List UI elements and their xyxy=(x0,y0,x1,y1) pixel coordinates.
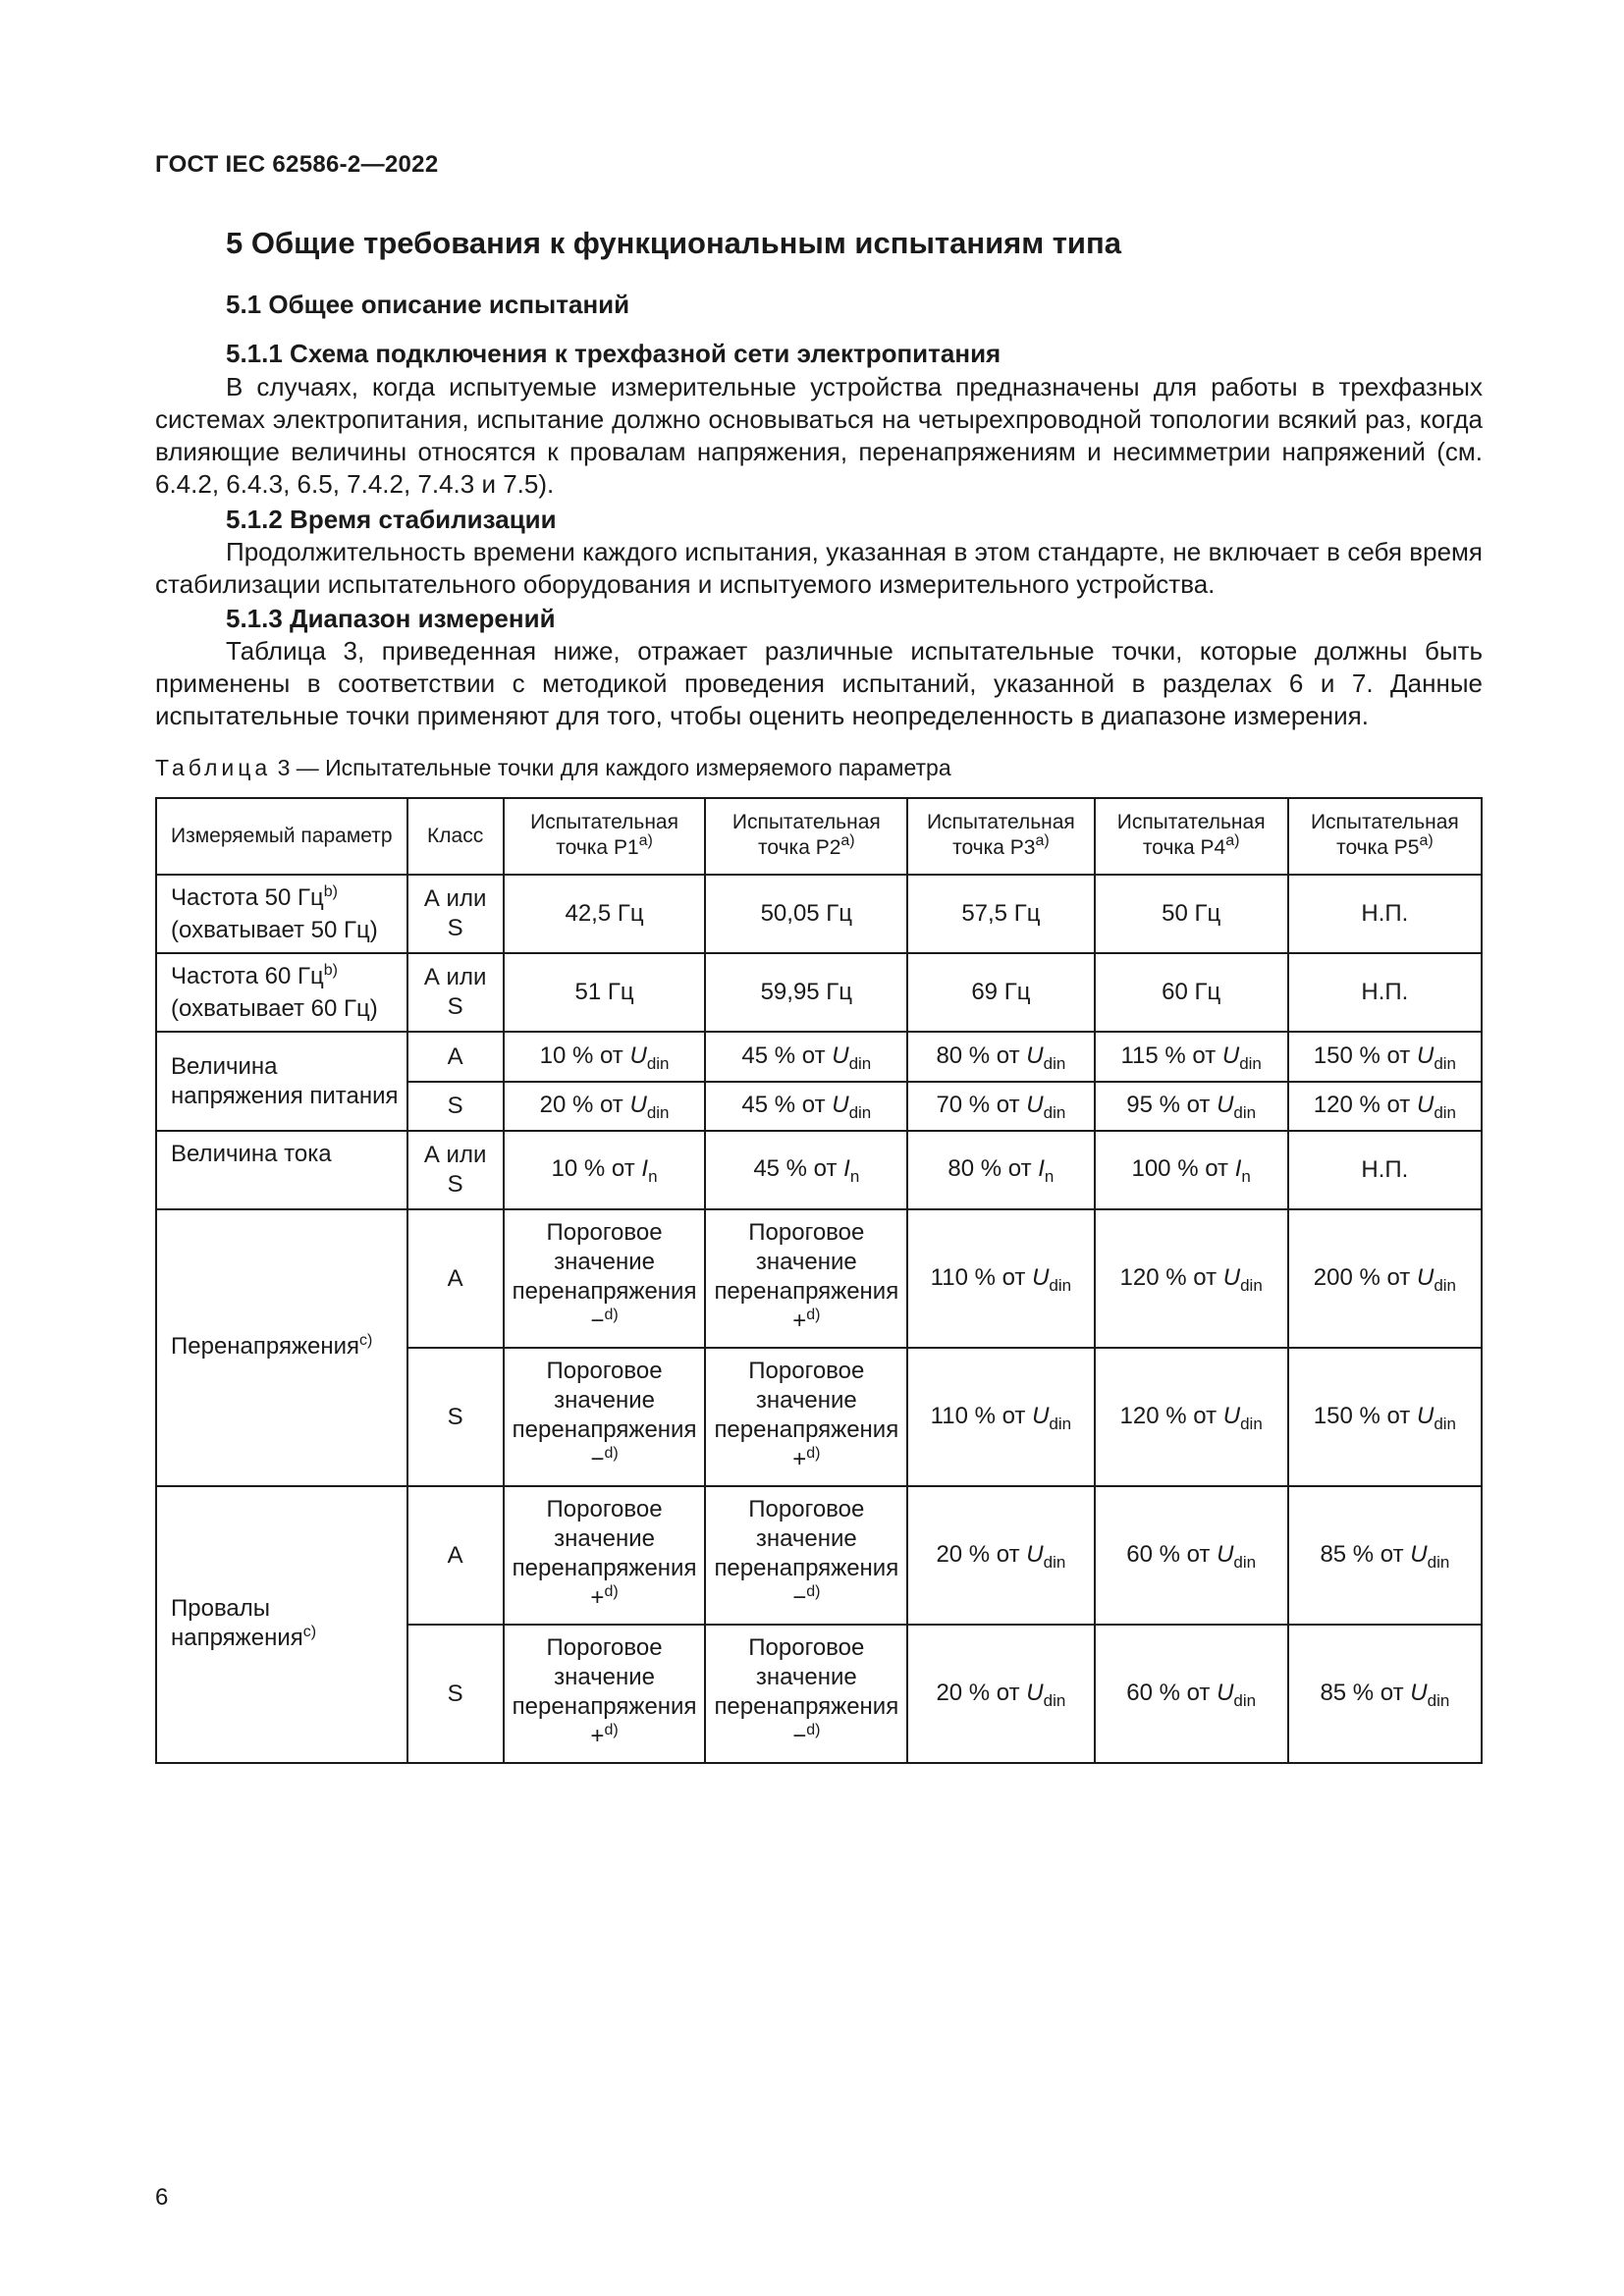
cell-current-p2: 45 % от $I_n$ xyxy=(705,1131,907,1209)
cell-freq60-p5: Н.П. xyxy=(1288,953,1482,1032)
cell-swell-a-p5: 200 % от $U_{din}$ xyxy=(1288,1209,1482,1348)
cell-freq60-p3: 69 Гц xyxy=(907,953,1094,1032)
header-p5: Испытательная точка P5$^{a)}$ xyxy=(1288,798,1482,875)
cell-voltage-s-p4: 95 % от $U_{din}$ xyxy=(1095,1082,1288,1131)
cell-swell-s-p2: Пороговое значение перенапряжения +$^{d)}$ xyxy=(705,1348,907,1486)
section-title: 5 Общие требования к функциональным испытаниям типа xyxy=(226,226,1121,260)
cell-swell-s-p3: 110 % от $U_{din}$ xyxy=(907,1348,1094,1486)
cell-dip-s-p4: 60 % от $U_{din}$ xyxy=(1095,1625,1288,1763)
cell-swell-s-p1: Пороговое значение перенапряжения −$^{d)}$ xyxy=(504,1348,706,1486)
param-dip: Провалы напряжения$^{c)}$ xyxy=(156,1486,407,1763)
cell-freq50-p1: 42,5 Гц xyxy=(504,875,706,953)
header-class: Класс xyxy=(407,798,504,875)
cell-current-p1: 10 % от $I_n$ xyxy=(504,1131,706,1209)
cell-dip-a-p1: Пороговое значение перенапряжения +$^{d)}$ xyxy=(504,1486,706,1625)
cell-voltage-a-p5: 150 % от $U_{din}$ xyxy=(1288,1032,1482,1082)
table-header-row xyxy=(156,798,1482,875)
class-freq60: А или S xyxy=(407,953,504,1032)
table-row-voltage-a xyxy=(156,1032,1482,1082)
class-swell-a: А xyxy=(407,1209,504,1348)
cell-current-p4: 100 % от $I_n$ xyxy=(1095,1131,1288,1209)
class-voltage-s: S xyxy=(407,1082,504,1131)
class-voltage-a: А xyxy=(407,1032,504,1082)
header-p2: Испытательная точка P2$^{a)}$ xyxy=(705,798,907,875)
header-p4: Испытательная точка P4$^{a)}$ xyxy=(1095,798,1288,875)
cell-voltage-a-p4: 115 % от $U_{din}$ xyxy=(1095,1032,1288,1082)
table-caption-text: 3 — Испытательные точки для каждого измеряемого параметра xyxy=(277,755,951,780)
clause-title-5-1-1: 5.1.1 Схема подключения к трехфазной сети электропитания xyxy=(226,339,1001,368)
cell-swell-s-p5: 150 % от $U_{din}$ xyxy=(1288,1348,1482,1486)
cell-dip-a-p3: 20 % от $U_{din}$ xyxy=(907,1486,1094,1625)
class-current: А или S xyxy=(407,1131,504,1209)
cell-freq50-p5: Н.П. xyxy=(1288,875,1482,953)
cell-swell-a-p3: 110 % от $U_{din}$ xyxy=(907,1209,1094,1348)
table-row-dip-a xyxy=(156,1486,1482,1625)
cell-swell-a-p4: 120 % от $U_{din}$ xyxy=(1095,1209,1288,1348)
param-freq50: Частота 50 $Гц^{b)}$ (охватывает 50 Гц) xyxy=(156,875,407,953)
clause-text-5-1-3: Таблица 3, приведенная ниже, отражает различные испытательные точки, которые должны быть применены в соответствии с методикой проведения испытаний, указанной в разделах 6 и 7. Данные испытательные точки применяют для того, чтобы оценить неопределенность в диапазоне измерения. xyxy=(155,636,1483,730)
header-p3: Испытательная точка P3$^{a)}$ xyxy=(907,798,1094,875)
cell-voltage-a-p3: 80 % от $U_{din}$ xyxy=(907,1032,1094,1082)
cell-dip-a-p2: Пороговое значение перенапряжения −$^{d)}$ xyxy=(705,1486,907,1625)
header-param: Измеряемый параметр xyxy=(156,798,407,875)
table-row-freq50 xyxy=(156,875,1482,953)
document-header: ГОСТ IEC 62586-2—2022 xyxy=(155,151,439,178)
cell-freq50-p3: 57,5 Гц xyxy=(907,875,1094,953)
cell-freq60-p1: 51 Гц xyxy=(504,953,706,1032)
page-number: 6 xyxy=(155,2184,169,2211)
cell-dip-a-p4: 60 % от $U_{din}$ xyxy=(1095,1486,1288,1625)
param-freq60: Частота 60 $Гц^{b)}$ (охватывает 60 Гц) xyxy=(156,953,407,1032)
table-row-swell-a xyxy=(156,1209,1482,1348)
cell-voltage-s-p5: 120 % от $U_{din}$ xyxy=(1288,1082,1482,1131)
header-p1: Испытательная точка P1$^{a)}$ xyxy=(504,798,706,875)
clause-title-5-1-2: 5.1.2 Время стабилизации xyxy=(226,505,557,534)
cell-current-p5: Н.П. xyxy=(1288,1131,1482,1209)
clause-title-5-1-3: 5.1.3 Диапазон измерений xyxy=(226,604,556,633)
cell-freq60-p4: 60 Гц xyxy=(1095,953,1288,1032)
table-caption-label: Таблица xyxy=(155,755,272,780)
param-current: Величина тока xyxy=(156,1131,407,1209)
cell-voltage-a-p1: 10 % от $U_{din}$ xyxy=(504,1032,706,1082)
cell-voltage-s-p3: 70 % от $U_{din}$ xyxy=(907,1082,1094,1131)
cell-freq60-p2: 59,95 Гц xyxy=(705,953,907,1032)
cell-voltage-a-p2: 45 % от $U_{din}$ xyxy=(705,1032,907,1082)
cell-freq50-p2: 50,05 Гц xyxy=(705,875,907,953)
class-dip-a: А xyxy=(407,1486,504,1625)
cell-dip-a-p5: 85 % от $U_{din}$ xyxy=(1288,1486,1482,1625)
table-row-freq60 xyxy=(156,953,1482,1032)
subsection-title: 5.1 Общее описание испытаний xyxy=(226,290,630,319)
cell-swell-a-p1: Пороговое значение перенапряжения −$^{d)}$ xyxy=(504,1209,706,1348)
cell-swell-a-p2: Пороговое значение перенапряжения +$^{d)}$ xyxy=(705,1209,907,1348)
cell-voltage-s-p1: 20 % от $U_{din}$ xyxy=(504,1082,706,1131)
cell-freq50-p4: 50 Гц xyxy=(1095,875,1288,953)
cell-voltage-s-p2: 45 % от $U_{din}$ xyxy=(705,1082,907,1131)
cell-dip-s-p5: 85 % от $U_{din}$ xyxy=(1288,1625,1482,1763)
param-swell: Перенапряжения$^{c)}$ xyxy=(156,1209,407,1486)
table-caption xyxy=(155,755,951,781)
class-swell-s: S xyxy=(407,1348,504,1486)
cell-current-p3: 80 % от $I_n$ xyxy=(907,1131,1094,1209)
class-freq50: А или S xyxy=(407,875,504,953)
cell-dip-s-p1: Пороговое значение перенапряжения +$^{d)}$ xyxy=(504,1625,706,1763)
cell-dip-s-p3: 20 % от $U_{din}$ xyxy=(907,1625,1094,1763)
clause-text-5-1-1: В случаях, когда испытуемые измерительные устройства предназначены для работы в трехфазных системах электропитания, испытание должно основываться на четырехпроводной топологии всякий раз, когда влияющие величины относятся к провалам напряжения, перенапряжениям и несимметрии напряжений (см. 6.4.2, 6.4.3, 6.5, 7.4.2, 7.4.3 и 7.5). xyxy=(155,372,1483,499)
clause-text-5-1-2: Продолжительность времени каждого испытания, указанная в этом стандарте, не включает в себя время стабилизации испытательного оборудования и испытуемого измерительного устройства. xyxy=(155,537,1483,599)
class-dip-s: S xyxy=(407,1625,504,1763)
cell-dip-s-p2: Пороговое значение перенапряжения −$^{d)}$ xyxy=(705,1625,907,1763)
cell-swell-s-p4: 120 % от $U_{din}$ xyxy=(1095,1348,1288,1486)
table-row-current xyxy=(156,1131,1482,1209)
test-points-table xyxy=(155,797,1483,1764)
param-voltage: Величина напряжения питания xyxy=(156,1032,407,1131)
